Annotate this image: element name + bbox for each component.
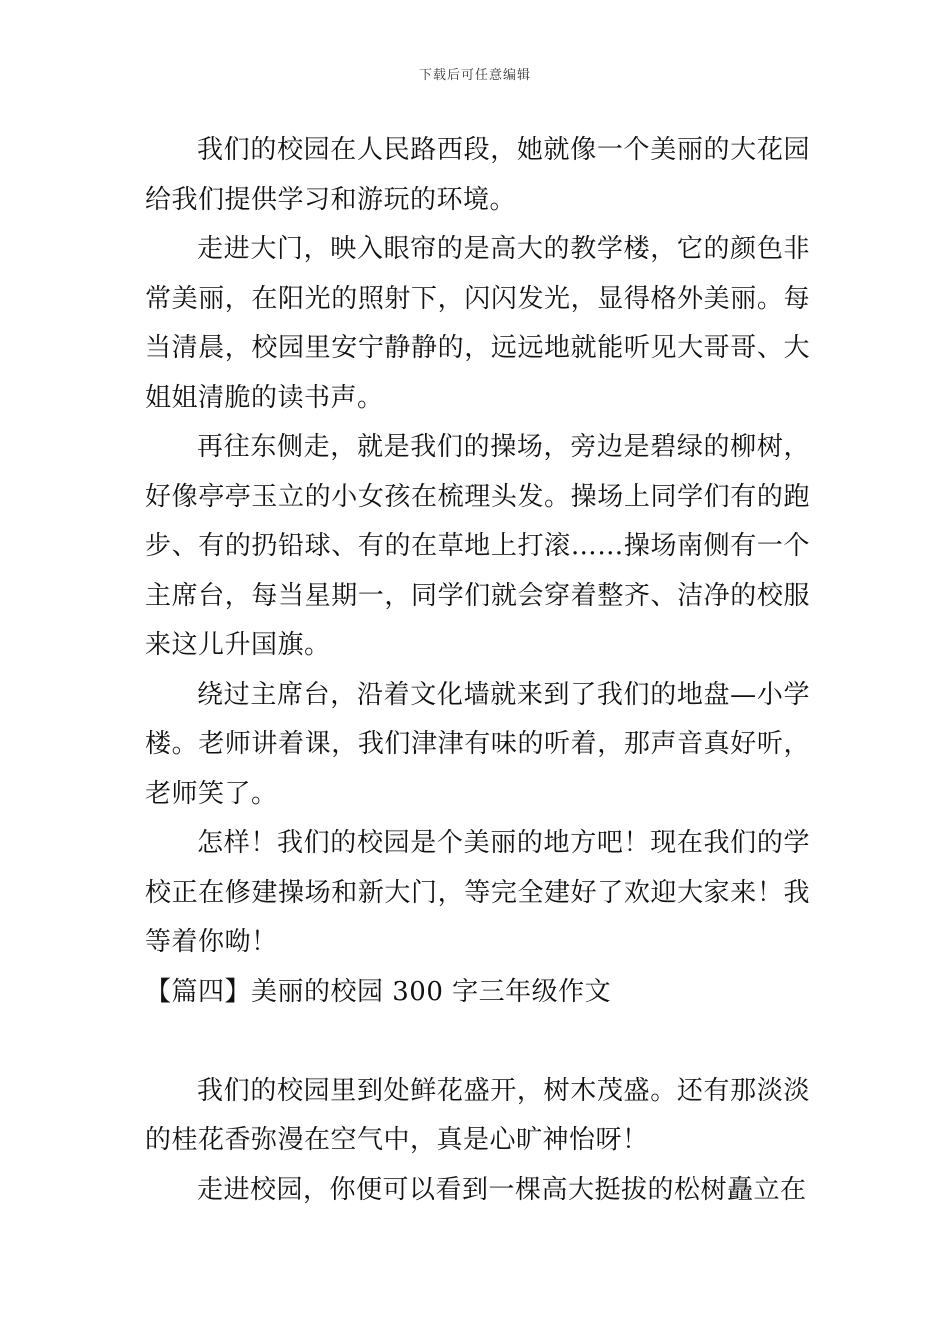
paragraph: 走进校园，你便可以看到一棵高大挺拔的松树矗立在 — [197, 1174, 807, 1205]
paragraph: 再往东侧走，就是我们的操场，旁边是碧绿的柳树，好像亭亭玉立的小女孩在梳理头发。操场上同学们有的跑步、有的扔铅球、有的在草地上打滚……操场南侧有一个主席台，每当星期一，同学们就会穿着整齐、洁净的校服来这儿升国旗。 — [145, 432, 810, 660]
paragraph: 走进大门，映入眼帘的是高大的教学楼，它的颜色非常美丽，在阳光的照射下，闪闪发光，显得格外美丽。每当清晨，校园里安宁静静的，远远地就能听见大哥哥、大姐姐清脆的读书声。 — [145, 234, 810, 413]
section-heading: 【篇四】美丽的校园 300 字三年级作文 — [145, 976, 612, 1007]
paragraph: 我们的校园里到处鲜花盛开，树木茂盛。还有那淡淡的桂花香弥漫在空气中，真是心旷神怡呀！ — [145, 1075, 810, 1155]
paragraph: 绕过主席台，沿着文化墙就来到了我们的地盘—小学楼。老师讲着课，我们津津有味的听着，那声音真好听，老师笑了。 — [145, 679, 810, 809]
paragraph: 怎样！我们的校园是个美丽的地方吧！现在我们的学校正在修建操场和新大门，等完全建好了欢迎大家来！我等着你呦！ — [145, 828, 810, 957]
document-body — [145, 126, 810, 1215]
header-note: 下载后可任意编辑 — [418, 68, 531, 83]
paragraph: 我们的校园在人民路西段，她就像一个美丽的大花园给我们提供学习和游玩的环境。 — [145, 135, 810, 215]
blank-line — [145, 1017, 810, 1067]
